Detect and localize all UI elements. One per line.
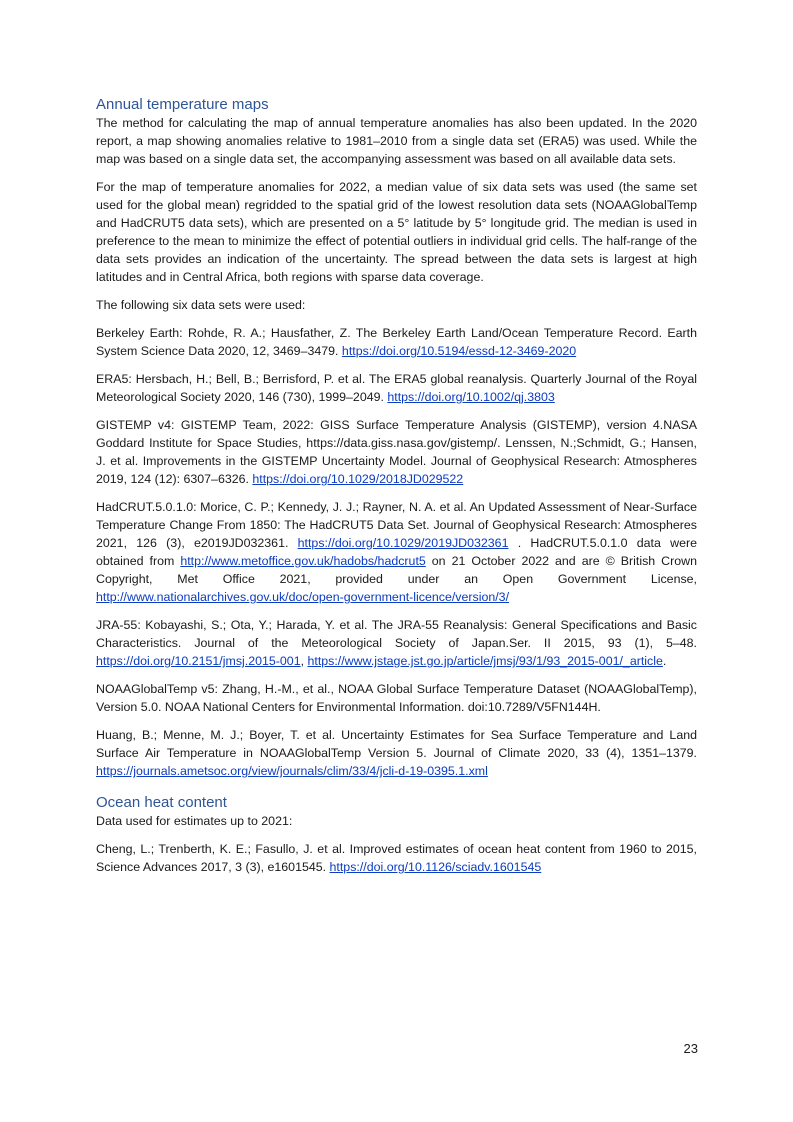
- reference-gistemp: [96, 416, 697, 488]
- reference-era5: [96, 370, 697, 406]
- annual-maps-paragraph-2: For the map of temperature anomalies for 2022, a median value of six data sets was used (the same set used for the global mean) regridded to the spatial grid of the lowest resolution data sets (NOAAGlobalTemp and HadCRUT5 data sets), which are presented on a 5° latitude by 5° longitude grid. The median is used in preference to the mean to minimize the effect of potential outliers in individual grid cells. The half-range of the data sets provides an indication of the uncertainty. The spread between the data sets is largest at high latitudes and in Central Africa, both regions with sparse data coverage.: [96, 180, 697, 284]
- annual-maps-heading: Annual temperature maps: [96, 96, 269, 113]
- reference-text: GISTEMP v4: GISTEMP Team, 2022: GISS Surface Temperature Analysis (GISTEMP), version 4.NASA Goddard Institute for Space Studies, https://data.giss.nasa.gov/gistemp/. Lenssen, N.;Schmidt, G.; Hansen, J. et al. Improvements in the GISTEMP Uncertainty Model. Journal of Geophysical Research: Atmospheres 2019, 124 (12): 6307–6326.: [96, 418, 697, 486]
- huang-journal-link[interactable]: https://journals.ametsoc.org/view/journals/clim/33/4/jcli-d-19-0395.1.xml: [96, 764, 488, 778]
- hadcrut-doi-link[interactable]: https://doi.org/10.1029/2019JD032361: [297, 536, 509, 550]
- reference-noaa: NOAAGlobalTemp v5: Zhang, H.-M., et al., NOAA Global Surface Temperature Dataset (NOAAGlobalTemp), Version 5.0. NOAA National Centers for Environmental Information. doi:10.7289/V5FN144H.: [96, 682, 697, 714]
- reference-text: ERA5: Hersbach, H.; Bell, B.; Berrisford, P. et al. The ERA5 global reanalysis. Quarterly Journal of the Royal Meteorological Society 2020, 146 (730), 1999–2049.: [96, 372, 697, 404]
- reference-berkeley: [96, 324, 697, 360]
- reference-cheng: [96, 840, 697, 876]
- gistemp-doi-link[interactable]: https://doi.org/10.1029/2018JD029522: [252, 472, 464, 486]
- reference-hadcrut: [96, 498, 697, 606]
- reference-text: HadCRUT.5.0.1.0: Morice, C. P.; Kennedy, J. J.; Rayner, N. A. et al. An Updated Assessment of Near-Surface Temperature Change From 1850: The HadCRUT5 Data Set. Journal of Geophysical Research: Atmospheres 2021, 126 (3), e2019JD032361.: [96, 500, 697, 550]
- annual-maps-paragraph-1: The method for calculating the map of annual temperature anomalies has also been updated. In the 2020 report, a map showing anomalies relative to 1981–2010 from a single data set (ERA5) was used. While the map was based on a single data set, the accompanying assessment was based on all available data sets.: [96, 116, 697, 166]
- cheng-doi-link[interactable]: https://doi.org/10.1126/sciadv.1601545: [329, 860, 542, 874]
- metoffice-link[interactable]: http://www.metoffice.gov.uk/hadobs/hadcrut5: [180, 554, 426, 568]
- reference-text: Cheng, L.; Trenberth, K. E.; Fasullo, J. et al. Improved estimates of ocean heat content from 1960 to 2015, Science Advances 2017, 3 (3), e1601545.: [96, 842, 697, 874]
- reference-end: .: [662, 654, 667, 668]
- jstage-link[interactable]: https://www.jstage.jst.go.jp/article/jmsj/93/1/93_2015-001/_article: [307, 654, 663, 668]
- page-number: 23: [683, 1041, 698, 1056]
- era5-doi-link[interactable]: https://doi.org/10.1002/qj.3803: [387, 390, 555, 404]
- berkeley-doi-link[interactable]: https://doi.org/10.5194/essd-12-3469-2020: [341, 344, 577, 358]
- reference-separator: ,: [300, 654, 308, 668]
- reference-text: on 21 October 2022 and are © British Crown Copyright, Met Office 2021, provided under an Open Government License,: [96, 554, 697, 586]
- licence-link[interactable]: http://www.nationalarchives.gov.uk/doc/open-government-licence/version/3/: [96, 590, 510, 604]
- reference-jra55: [96, 616, 697, 670]
- reference-text: JRA-55: Kobayashi, S.; Ota, Y.; Harada, Y. et al. The JRA-55 Reanalysis: General Specifications and Basic Characteristics. Journal of the Meteorological Society of Japan.Ser. II 2015, 93 (1), 5–48.: [96, 618, 697, 650]
- ocean-heat-heading: Ocean heat content: [96, 794, 227, 811]
- jra55-doi-link[interactable]: https://doi.org/10.2151/jmsj.2015-001: [96, 654, 301, 668]
- reference-huang: [96, 726, 697, 780]
- reference-text: . HadCRUT.5.0.1.0 data were obtained from: [96, 536, 697, 568]
- ocean-heat-intro: Data used for estimates up to 2021:: [96, 814, 293, 828]
- datasets-intro: The following six data sets were used:: [96, 298, 306, 312]
- page-body: [96, 96, 697, 886]
- reference-text: Huang, B.; Menne, M. J.; Boyer, T. et al. Uncertainty Estimates for Sea Surface Temperature and Land Surface Air Temperature in NOAAGlobalTemp Version 5. Journal of Climate 2020, 33 (4), 1351–1379.: [96, 728, 697, 760]
- reference-text: Berkeley Earth: Rohde, R. A.; Hausfather, Z. The Berkeley Earth Land/Ocean Temperature Record. Earth System Science Data 2020, 12, 3469–3479.: [96, 326, 697, 358]
